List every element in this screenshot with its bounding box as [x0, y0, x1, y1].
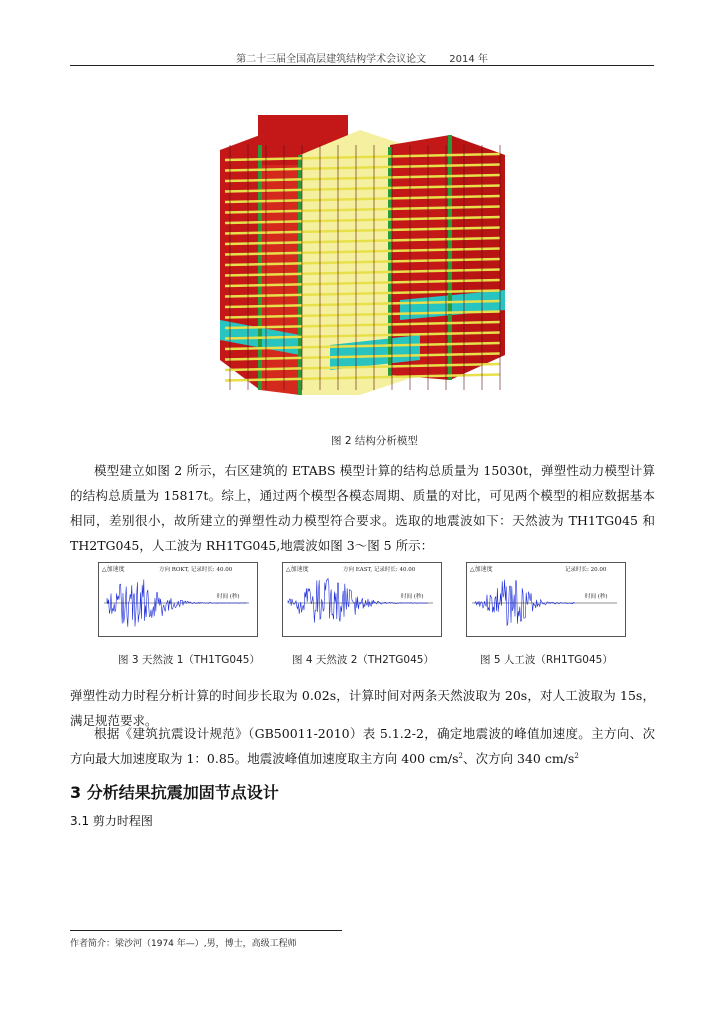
- wave1-info: 方向 ROKT, 记录时长: 40.00: [159, 567, 233, 573]
- wave2-xlabel: 时间 (秒): [401, 594, 424, 600]
- footnote: 作者简介：梁沙河（1974 年—）,男，博士，高级工程师: [70, 939, 297, 949]
- wave3-caption: 图 5 人工波（RH1TG045）: [480, 654, 613, 666]
- paragraph-3: [70, 723, 655, 770]
- sup-a: 2: [458, 752, 464, 760]
- wave1-ylabel: △加速度: [102, 566, 125, 573]
- wave3-xlabel: 时间 (秒): [585, 594, 608, 600]
- structural-model-figure: [220, 105, 510, 405]
- paragraph-3b: 、次方向 340 cm/s: [463, 751, 575, 767]
- paragraph-1: 模型建立如图 2 所示，右区建筑的 ETABS 模型计算的结构总质量为 15030t，弹塑性动力模型计算的结构总质量为 15817t。综上，通过两个模型各模态周期、质量的对比，可见两个模型的相应数据基本相同，差别很小，故所建立的弹塑性动力模型符合要求。选取的地震波如下：天然波为 TH1TG045 和 TH2TG045，人工波为 RH1TG045,地震波如图 3～图 5 所示：: [70, 463, 655, 553]
- wave2-trace: [288, 579, 428, 623]
- wave1-caption: 图 3 天然波 1（TH1TG045）: [118, 654, 260, 666]
- wave2-caption: 图 4 天然波 2（TH2TG045）: [292, 654, 434, 666]
- header-title: 第二十三届全国高层建筑结构学术会议论文: [236, 54, 427, 65]
- header-year: 2014 年: [449, 54, 488, 65]
- wave2-info: 方向 EAST, 记录时长: 40.00: [343, 567, 416, 573]
- section-3-heading: 3 分析结果抗震加固节点设计: [70, 783, 279, 802]
- wave3-info: 记录时长: 20.00: [565, 567, 607, 573]
- section-3-1-heading: 3.1 剪力时程图: [70, 814, 153, 828]
- wave-figure-1: [98, 562, 258, 637]
- sup-b: 2: [574, 752, 579, 760]
- wave-figure-2: [282, 562, 442, 637]
- footnote-rule: [70, 930, 342, 931]
- running-header: [70, 50, 654, 64]
- paragraph-3a: 根据《建筑抗震设计规范》（GB50011-2010）表 5.1.2-2，确定地震波的峰值加速度。主方向、次方向最大加速度取为 1：0.85。地震波峰值加速度取主方向 400 cm/s: [70, 726, 655, 767]
- paragraph-2: 弹塑性动力时程分析计算的时间步长取为 0.02s，计算时间对两条天然波取为 20s，对人工波取为 15s，满足规范要求。: [70, 688, 655, 728]
- wave1-xlabel: 时间 (秒): [217, 594, 240, 600]
- wave2-ylabel: △加速度: [286, 566, 309, 573]
- wave3-ylabel: △加速度: [470, 566, 493, 573]
- wave-figure-3: [466, 562, 626, 637]
- figure2-caption: 图 2 结构分析模型: [331, 435, 418, 447]
- header-rule: [70, 65, 654, 66]
- wave3-trace: [475, 580, 575, 626]
